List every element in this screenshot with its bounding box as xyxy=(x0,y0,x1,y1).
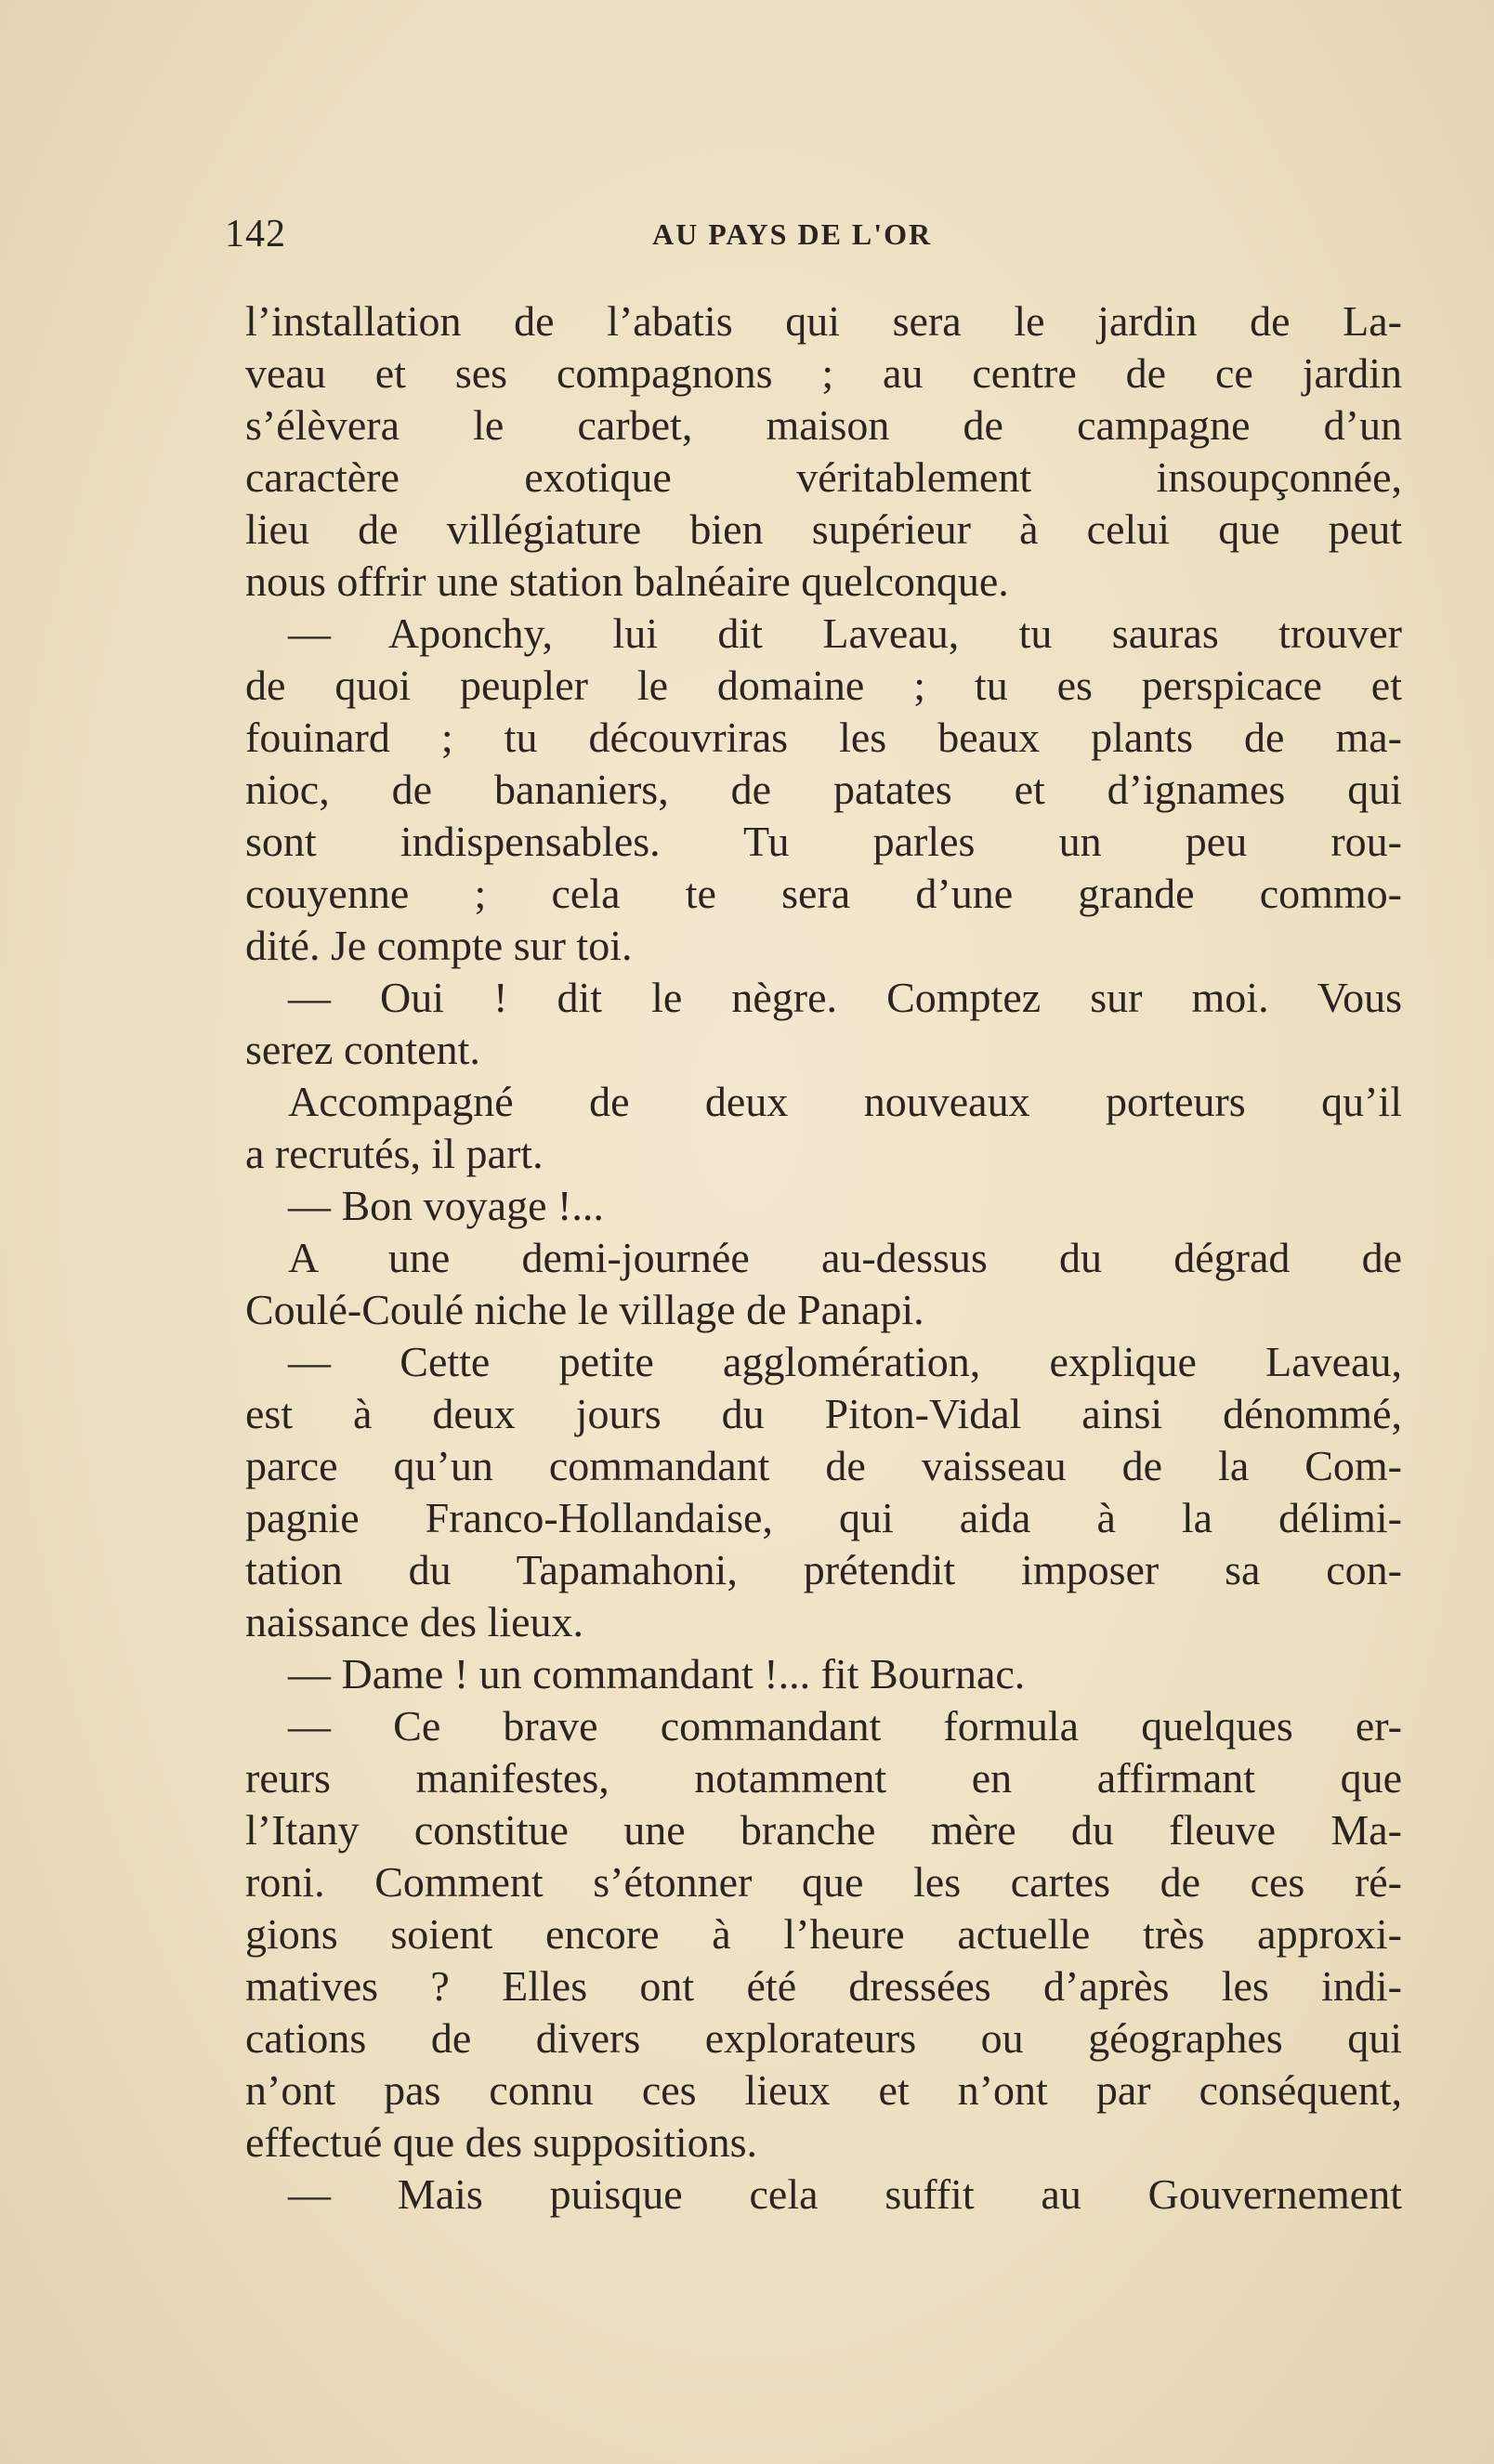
text-line: pagnie Franco-Hollandaise, qui aida à la délimi- xyxy=(245,1494,1402,1541)
text-line: roni. Comment s’étonner que les cartes de ces ré- xyxy=(245,1858,1402,1906)
running-title: AU PAYS DE L'OR xyxy=(652,217,933,251)
text-line: tation du Tapamahoni, prétendit imposer sa con- xyxy=(245,1546,1402,1593)
text-line: — Ce brave commandant formula quelques er- xyxy=(288,1702,1402,1750)
text-line: serez content. xyxy=(245,1026,480,1073)
text-line: caractère exotique véritablement insoupçonnée, xyxy=(245,453,1402,501)
body-text xyxy=(245,295,1402,2221)
text-line: de quoi peupler le domaine ; tu es perspicace et xyxy=(245,662,1402,709)
text-line: couyenne ; cela te sera d’une grande commo- xyxy=(245,870,1402,917)
text-line: est à deux jours du Piton-Vidal ainsi dénommé, xyxy=(245,1390,1402,1437)
page-header xyxy=(223,212,1405,268)
text-line: Coulé-Coulé niche le village de Panapi. xyxy=(245,1286,924,1333)
text-line: nous offrir une station balnéaire quelconque. xyxy=(245,557,1009,605)
text-line: sont indispensables. Tu parles un peu rou- xyxy=(245,818,1402,865)
text-line: reurs manifestes, notamment en affirmant que xyxy=(245,1754,1402,1802)
text-line: parce qu’un commandant de vaisseau de la Com- xyxy=(245,1442,1402,1489)
text-line: A une demi-journée au-dessus du dégrad de xyxy=(288,1234,1402,1281)
text-line: veau et ses compagnons ; au centre de ce jardin xyxy=(245,349,1402,397)
text-line: fouinard ; tu découvriras les beaux plants de ma- xyxy=(245,714,1402,761)
text-line: gions soient encore à l’heure actuelle très approxi- xyxy=(245,1910,1402,1958)
text-line: naissance des lieux. xyxy=(245,1598,584,1645)
text-line: Accompagné de deux nouveaux porteurs qu’il xyxy=(288,1078,1402,1125)
text-line: — Aponchy, lui dit Laveau, tu sauras trouver xyxy=(288,609,1402,657)
text-line: dité. Je compte sur toi. xyxy=(245,922,633,969)
text-line: n’ont pas connu ces lieux et n’ont par conséquent, xyxy=(245,2066,1402,2114)
text-line: cations de divers explorateurs ou géographes qui xyxy=(245,2014,1402,2062)
text-line: nioc, de bananiers, de patates et d’ignames qui xyxy=(245,766,1402,813)
text-line: effectué que des suppositions. xyxy=(245,2118,758,2166)
text-line: — Dame ! un commandant !... fit Bournac. xyxy=(288,1650,1026,1697)
text-line: l’Itany constitue une branche mère du fleuve Ma- xyxy=(245,1806,1402,1854)
text-line: — Bon voyage !... xyxy=(288,1182,604,1229)
text-line: l’installation de l’abatis qui sera le jardin de La- xyxy=(245,297,1402,345)
text-line: a recrutés, il part. xyxy=(245,1130,544,1177)
page-number: 142 xyxy=(225,213,286,256)
text-line: s’élèvera le carbet, maison de campagne d’un xyxy=(245,401,1402,449)
text-line: — Oui ! dit le nègre. Comptez sur moi. Vous xyxy=(288,974,1402,1021)
text-line: matives ? Elles ont été dressées d’après les indi- xyxy=(245,1962,1402,2010)
text-line: lieu de villégiature bien supérieur à celui que peut xyxy=(245,505,1402,553)
text-line: — Mais puisque cela suffit au Gouvernement xyxy=(288,2170,1402,2218)
text-line: — Cette petite agglomération, explique Laveau, xyxy=(288,1338,1402,1385)
